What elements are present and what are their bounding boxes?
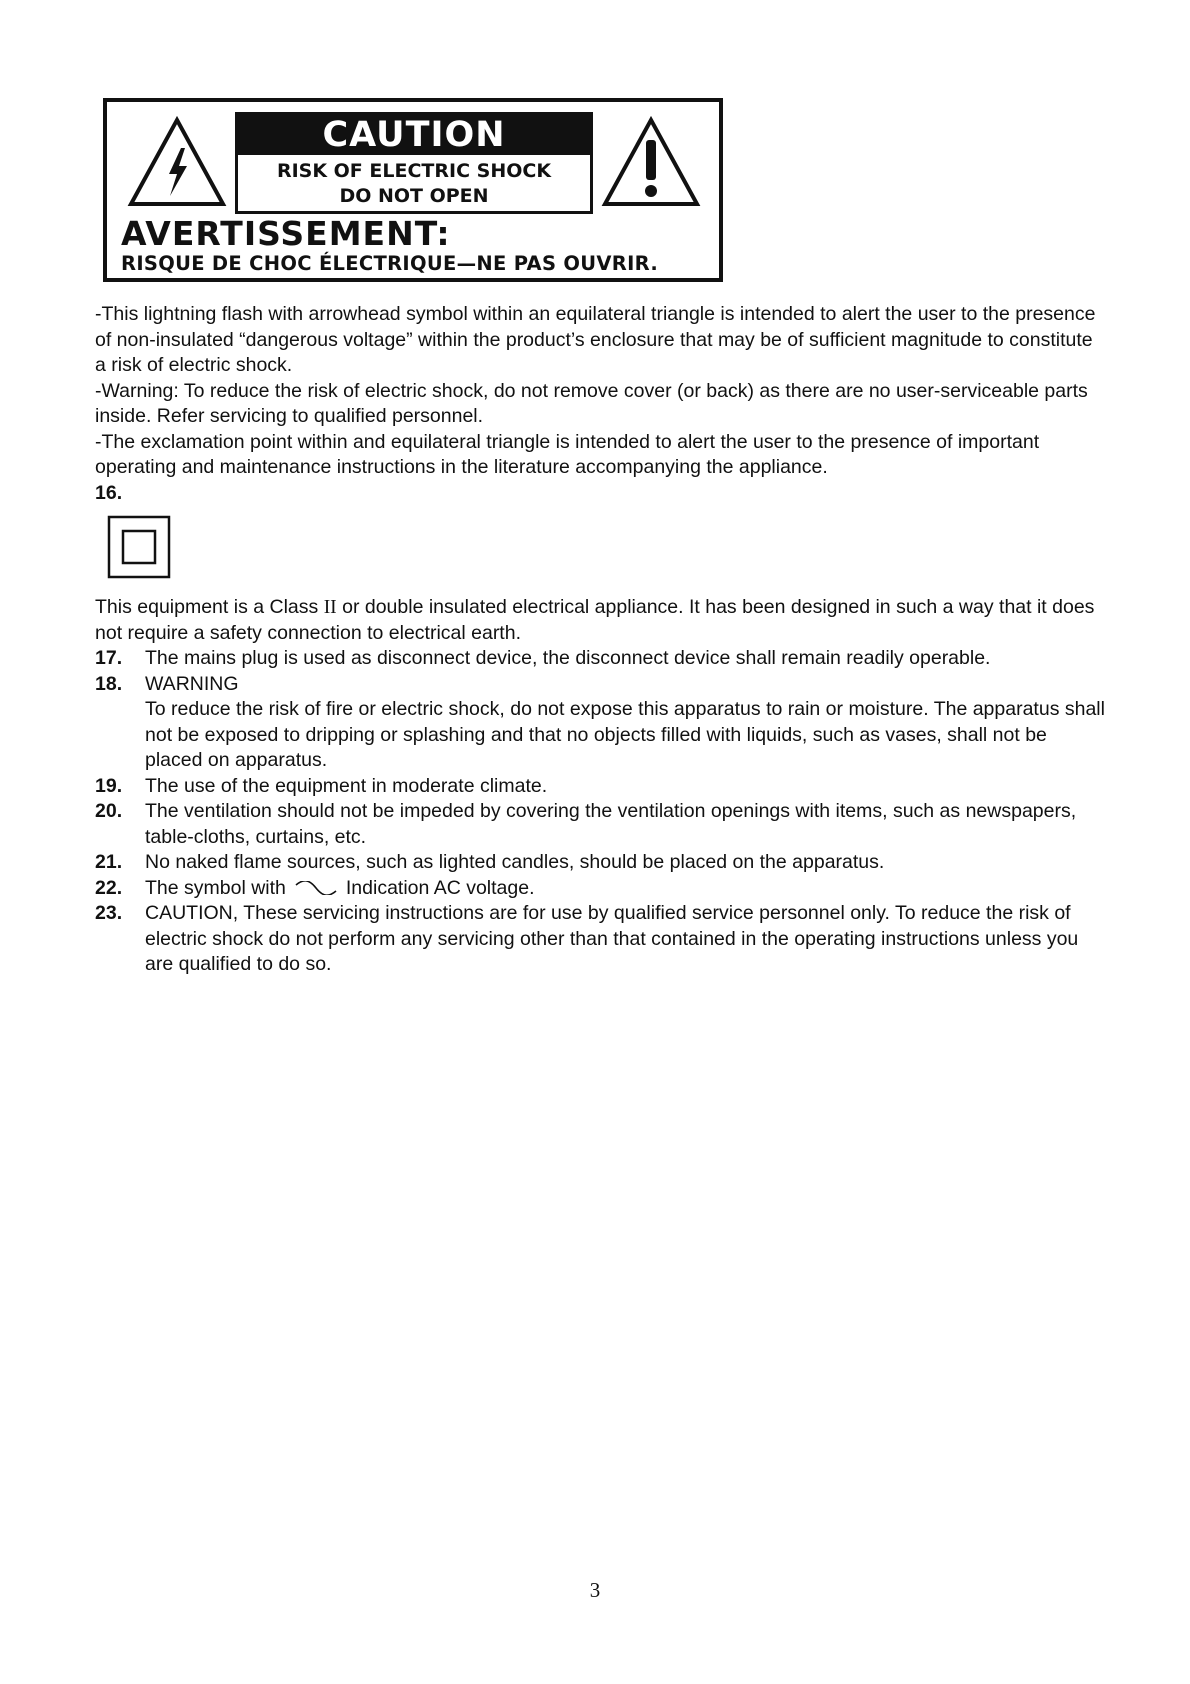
intro-text [95, 302, 1105, 481]
item-text-after: Indication AC voltage. [345, 876, 535, 899]
item-number: 23. [95, 902, 123, 924]
safety-items-list [95, 646, 1105, 978]
class-ii-text [95, 595, 1105, 646]
class-ii-text-before: This equipment is a Class [95, 596, 324, 618]
caution-label [103, 98, 723, 282]
avertissement-title: AVERTISSEMENT: [121, 214, 451, 253]
page-number: 3 [589, 1578, 601, 1602]
lightning-description: -This lightning flash with arrowhead symbol within an equilateral triangle is intended to alert the user to the presence of non-insulated “dangerous voltage” within the product’s enclosure that may be of sufficient magnitude to constitute a risk of electric shock. [95, 303, 1096, 376]
cover-warning: -Warning: To reduce the risk of electric shock, do not remove cover (or back) as there are no user-serviceable parts inside. Refer servicing to qualified personnel. [95, 379, 1088, 427]
item-number: 20. [95, 800, 123, 822]
caution-line-1: RISK OF ELECTRIC SHOCK [276, 160, 552, 182]
item-text: The use of the equipment in moderate climate. [145, 774, 548, 797]
class-ii-double-square-icon [107, 515, 171, 579]
list-item [95, 850, 1105, 876]
class-ii-text-after: or double insulated electrical appliance. It has been designed in such a way that it does not require a safety connection to electrical earth. [95, 596, 1095, 644]
item-text: No naked flame sources, such as lighted candles, should be placed on the apparatus. [145, 851, 885, 873]
item-text: The mains plug is used as disconnect device, the disconnect device shall remain readily operable. [145, 647, 991, 669]
item-text: To reduce the risk of fire or electric shock, do not expose this apparatus to rain or moisture. The apparatus shall not be exposed to dripping or splashing and that no objects filled with liquids, such as vases, shall not be placed on apparatus. [145, 698, 1105, 771]
list-item [95, 646, 1105, 672]
item-text-before: The symbol with [145, 876, 286, 899]
caution-box [235, 112, 593, 214]
item-number: 22. [95, 876, 123, 899]
item-text: CAUTION, These servicing instructions are for use by qualified service personnel only. To reduce the risk of electric shock do not perform any servicing other than that contained in the operating instructions unless you are qualified to do so. [145, 902, 1079, 975]
lightning-triangle-icon [125, 114, 229, 210]
item-text: The ventilation should not be impeded by covering the ventilation openings with items, such as newspapers, table-cloths, curtains, etc. [145, 800, 1077, 848]
avertissement-subtitle: RISQUE DE CHOC ÉLECTRIQUE—NE PAS OUVRIR. [121, 252, 659, 275]
exclamation-triangle-icon [599, 114, 703, 210]
ac-wave-icon [294, 881, 338, 895]
exclamation-description: -The exclamation point within and equilateral triangle is intended to alert the user to the presence of important operating and maintenance instructions in the literature accompanying the appliance. [95, 430, 1040, 478]
list-item [95, 901, 1105, 978]
item-number: 17. [95, 647, 123, 669]
item-number: 18. [95, 672, 123, 695]
caution-line-2: DO NOT OPEN [339, 185, 489, 207]
caution-title: CAUTION [238, 115, 590, 155]
list-item [95, 799, 1105, 850]
class-ii-numeral: II [323, 597, 337, 618]
item-title: WARNING [145, 672, 239, 695]
list-item [95, 672, 1105, 774]
list-item [95, 876, 1105, 902]
item-number: 21. [95, 851, 123, 873]
item-16-number: 16. [95, 482, 123, 504]
list-item [95, 774, 1105, 800]
item-number: 19. [95, 774, 123, 797]
